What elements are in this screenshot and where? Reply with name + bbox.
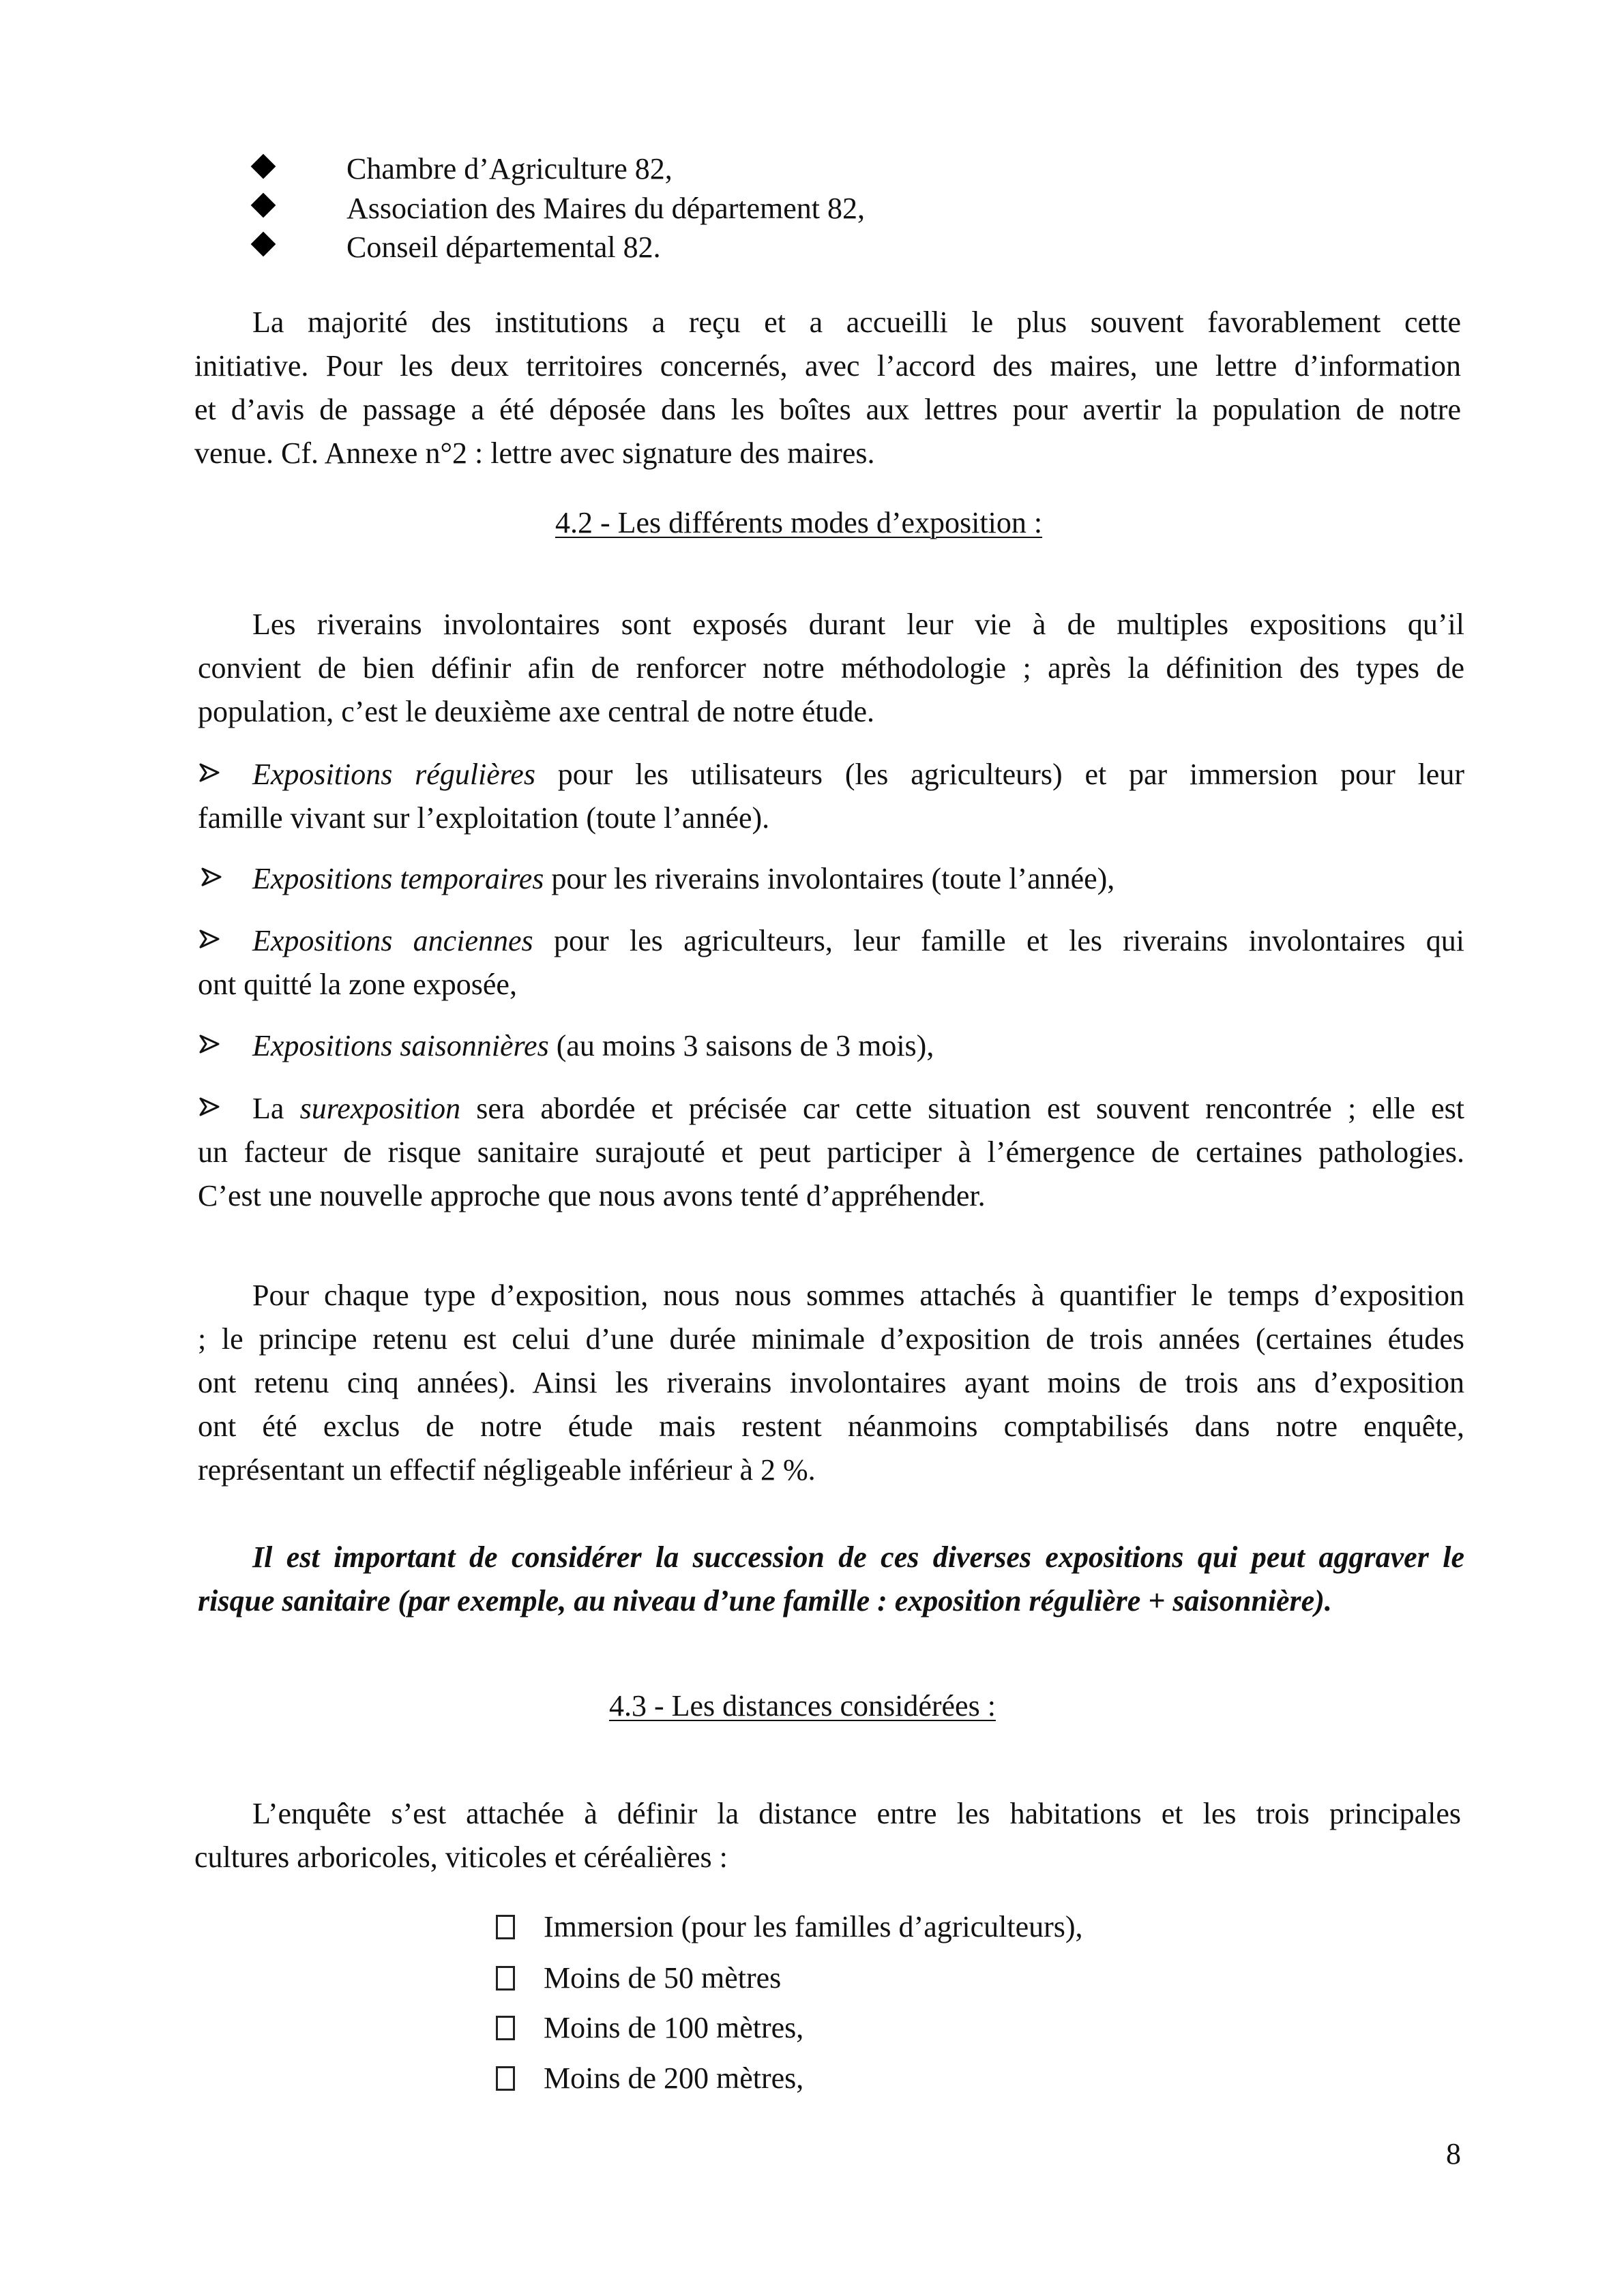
checkbox-icon: [496, 2066, 515, 2091]
paragraph-line: cultures arboricoles, viticoles et céréalières :: [194, 1840, 728, 1874]
paragraph-line: La majorité des institutions a reçu et a accueilli le plus souvent favorablement cette: [252, 305, 1461, 339]
checkbox-icon: [496, 2016, 515, 2040]
paragraph-line: représentant un effectif négligeable inférieur à 2 %.: [198, 1453, 816, 1487]
exposure-item-regular: Expositions régulières pour les utilisateurs (les agriculteurs) et par immersion pour leur: [252, 758, 1464, 791]
arrow-bullet-icon: [201, 867, 222, 887]
emphasis-line: Il est important de considérer la succession de ces diverses expositions qui peut aggraver le: [252, 1540, 1464, 1574]
paragraph-line: et d’avis de passage a été déposée dans les boîtes aux lettres pour avertir la population de notre: [194, 393, 1461, 426]
paragraph-line: famille vivant sur l’exploitation (toute l’année).: [198, 801, 770, 835]
exposure-item-overexposure: La surexposition sera abordée et précisée car cette situation est souvent rencontrée ; elle est: [252, 1092, 1465, 1125]
exposure-term: Expositions anciennes: [252, 924, 533, 957]
arrow-bullet-icon: [199, 1097, 220, 1117]
exposure-term: Expositions temporaires: [252, 862, 544, 895]
exposure-item-temporary: Expositions temporaires pour les riverains involontaires (toute l’année),: [252, 862, 1115, 895]
checkbox-icon: [496, 1966, 515, 1991]
paragraph-line: initiative. Pour les deux territoires concernés, avec l’accord des maires, une lettre d’information: [194, 349, 1461, 383]
paragraph-line: venue. Cf. Annexe n°2 : lettre avec signature des maires.: [194, 436, 875, 470]
exposure-term: Expositions régulières: [252, 758, 535, 791]
exposure-term: surexposition: [299, 1092, 461, 1125]
bullet-item: Conseil départemental 82.: [346, 230, 661, 264]
paragraph-line: convient de bien définir afin de renforcer notre méthodologie ; après la définition des types de: [198, 651, 1464, 685]
bullet-item: Association des Maires du département 82,: [346, 192, 866, 225]
paragraph-line: L’enquête s’est attachée à définir la distance entre les habitations et les trois principales: [252, 1797, 1461, 1830]
distance-item: Moins de 100 mètres,: [544, 2011, 804, 2044]
exposure-item-old: Expositions anciennes pour les agriculteurs, leur famille et les riverains involontaires qui: [252, 924, 1464, 957]
paragraph-line: Pour chaque type d’exposition, nous nous sommes attachés à quantifier le temps d’exposition: [252, 1279, 1464, 1312]
bullet-item: Chambre d’Agriculture 82,: [346, 152, 673, 185]
paragraph-line: population, c’est le deuxième axe central de notre étude.: [198, 695, 875, 728]
paragraph-line: ; le principe retenu est celui d’une durée minimale d’exposition de trois années (certaines études: [198, 1322, 1464, 1356]
paragraph-line: C’est une nouvelle approche que nous avons tenté d’appréhender.: [198, 1179, 986, 1212]
section-heading-4-3: 4.3 - Les distances considérées :: [609, 1689, 996, 1723]
arrow-bullet-icon: [199, 762, 220, 783]
exposure-item-seasonal: Expositions saisonnières (au moins 3 saisons de 3 mois),: [252, 1029, 934, 1062]
distance-item: Immersion (pour les familles d’agriculteurs),: [544, 1910, 1083, 1943]
diamond-bullet-icon: [251, 193, 276, 218]
emphasis-line: risque sanitaire (par exemple, au niveau d’une famille : exposition régulière + saisonnière).: [198, 1584, 1332, 1617]
section-heading-4-2: 4.2 - Les différents modes d’exposition :: [555, 506, 1043, 539]
distance-item: Moins de 200 mètres,: [544, 2061, 804, 2095]
page-number: 8: [1446, 2137, 1461, 2171]
paragraph-line: ont été exclus de notre étude mais restent néanmoins comptabilisés dans notre enquête,: [198, 1410, 1464, 1443]
distance-item: Moins de 50 mètres: [544, 1961, 782, 1995]
paragraph-line: Les riverains involontaires sont exposés durant leur vie à de multiples expositions qu’il: [252, 608, 1464, 641]
exposure-term: Expositions saisonnières: [252, 1029, 549, 1062]
paragraph-line: un facteur de risque sanitaire surajouté et peut participer à l’émergence de certaines pathologies.: [198, 1135, 1464, 1169]
diamond-bullet-icon: [251, 232, 276, 257]
diamond-bullet-icon: [251, 154, 276, 179]
paragraph-line: ont quitté la zone exposée,: [198, 968, 517, 1001]
paragraph-line: ont retenu cinq années). Ainsi les riverains involontaires ayant moins de trois ans d’exposition: [198, 1366, 1464, 1399]
arrow-bullet-icon: [199, 929, 220, 949]
arrow-bullet-icon: [199, 1034, 220, 1054]
checkbox-icon: [496, 1915, 515, 1939]
